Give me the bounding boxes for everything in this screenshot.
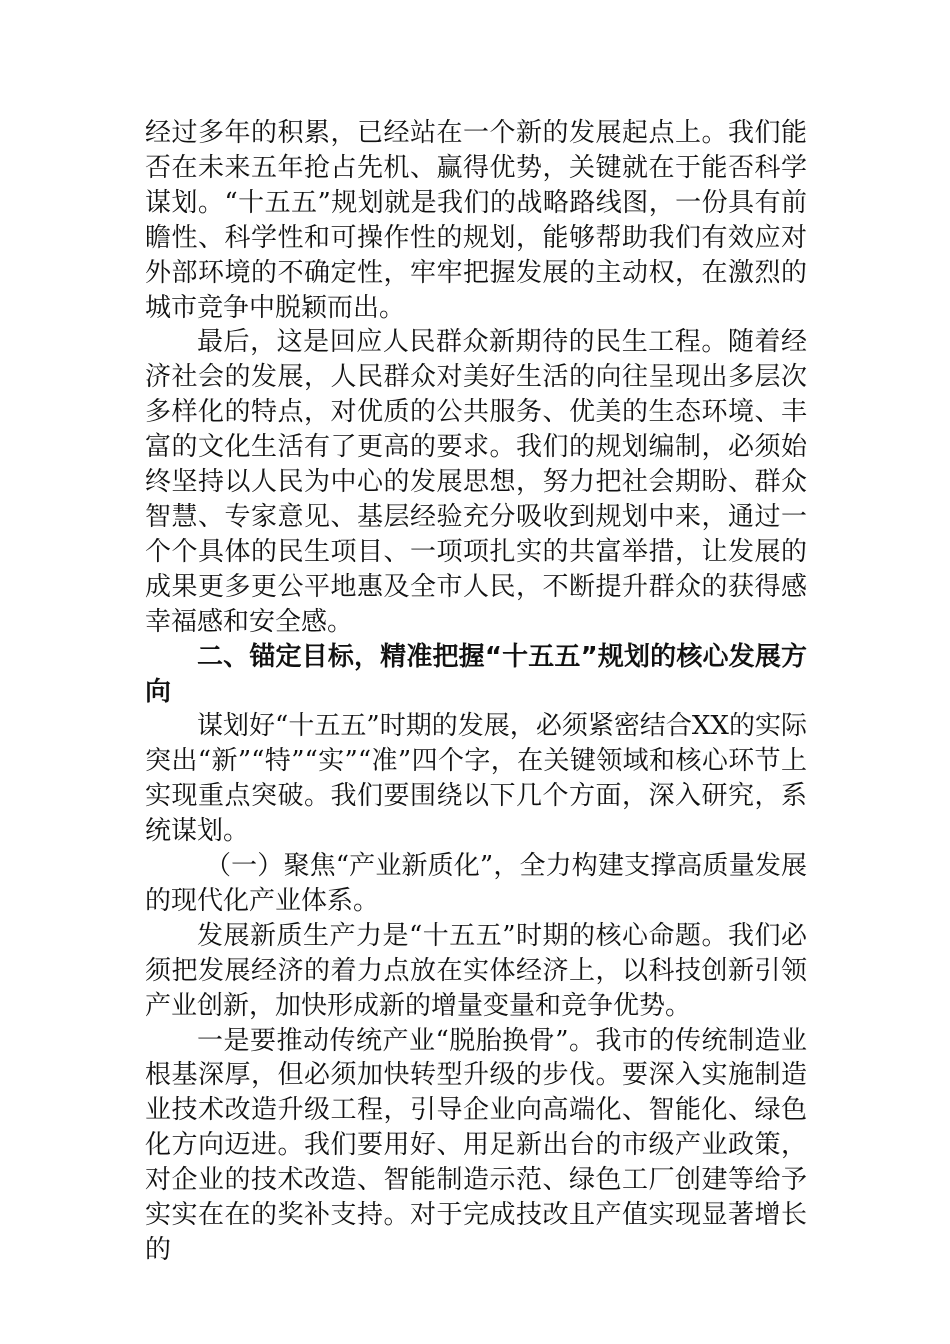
paragraph-livelihood: 最后，这是回应人民群众新期待的民生工程。随着经济社会的发展，人民群众对美好生活的向往呈现出多层次多样化的特点，对优质的公共服务、优美的生态环境、丰富的文化生活有了更高的要求。我们的规划编制，必须始终坚持以人民为中心的发展思想，努力把社会期盼、群众智慧、专家意见、基层经验充分吸收到规划中来，通过一个个具体的民生项目、一项项扎实的共富举措，让发展的成果更多更公平地惠及全市人民，不断提升群众的获得感幸福感和安全感。 [145, 327, 807, 637]
paragraph-continuation: 经过多年的积累，已经站在一个新的发展起点上。我们能否在未来五年抢占先机、赢得优势，关键就在于能否科学谋划。“十五五”规划就是我们的战略路线图，一份具有前瞻性、科学性和可操作性的规划，能够帮助我们有效应对外部环境的不确定性，牢牢把握发展的主动权，在激烈的城市竞争中脱颖而出。 [145, 118, 807, 323]
subsection-heading-1: （一）聚焦“产业新质化”，全力构建支撑高质量发展的现代化产业体系。 [145, 851, 807, 916]
document-page [145, 116, 807, 1268]
section-heading-2: 二、锚定目标，精准把握“十五五”规划的核心发展方向 [145, 641, 807, 707]
paragraph-planning-intro: 谋划好“十五五”时期的发展，必须紧密结合XX的实际突出“新”“特”“实”“准”四个字，在关键领域和核心环节上实现重点突破。我们要围绕以下几个方面，深入研究，系统谋划。 [145, 711, 807, 847]
paragraph-traditional-industry: 一是要推动传统产业“脱胎换骨”。我市的传统制造业根基深厚，但必须加快转型升级的步伐。要深入实施制造业技术改造升级工程，引导企业向高端化、智能化、绿色化方向迈进。我们要用好、用足新出台的市级产业政策，对企业的技术改造、智能制造示范、绿色工厂创建等给予实实在在的奖补支持。对于完成技改且产值实现显著增长的 [145, 1025, 807, 1265]
paragraph-new-productivity: 发展新质生产力是“十五五”时期的核心命题。我们必须把发展经济的着力点放在实体经济上，以科技创新引领产业创新，加快形成新的增量变量和竞争优势。 [145, 920, 807, 1021]
